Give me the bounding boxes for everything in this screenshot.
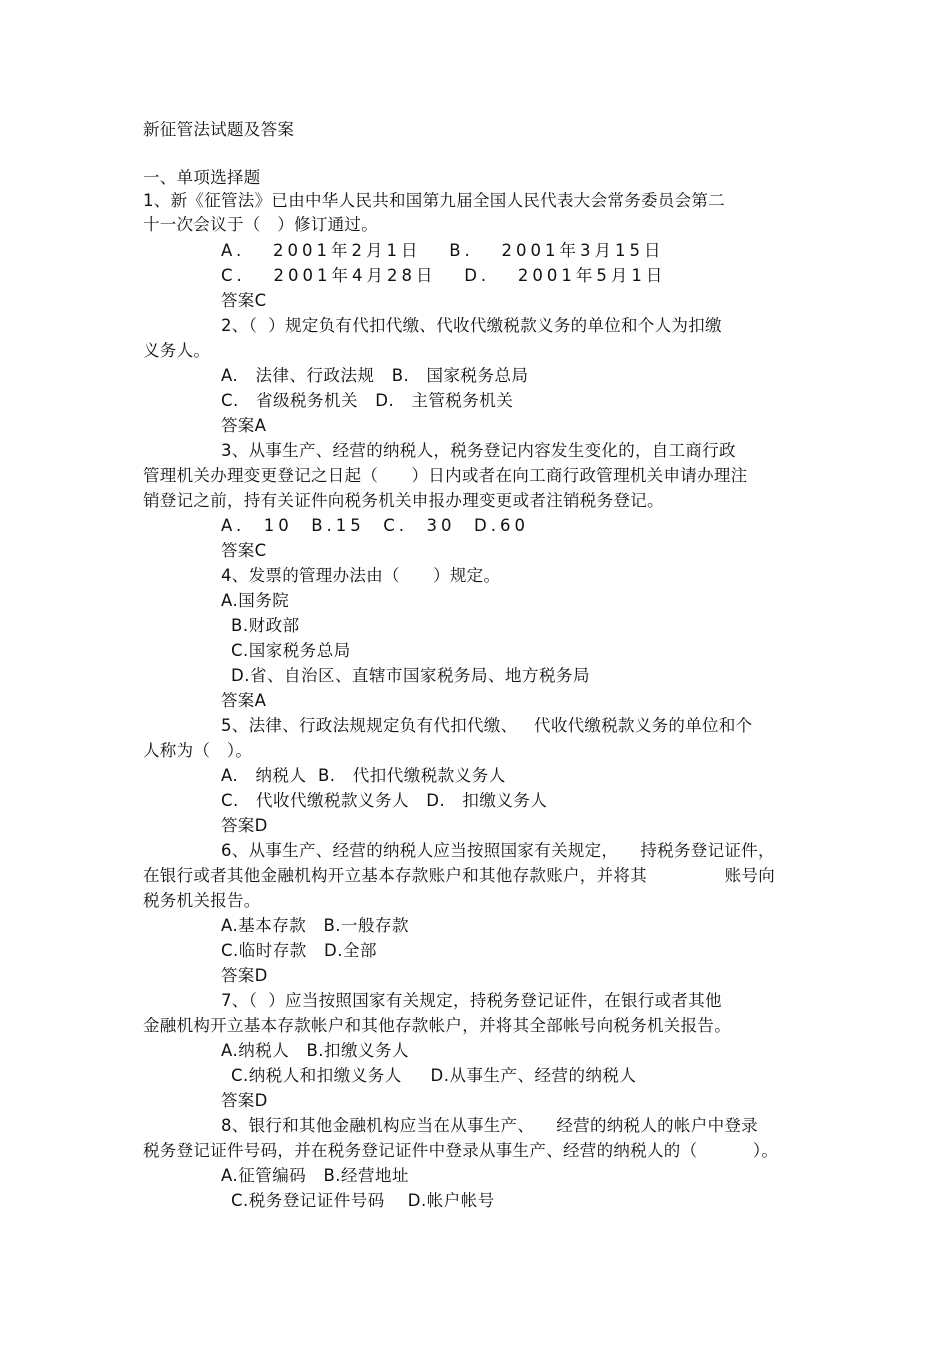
option-a: A.国务院 bbox=[221, 591, 290, 610]
question-text: 8、银行和其他金融机构应当在从事生产、 经营的纳税人的帐户中登录 bbox=[221, 1116, 758, 1135]
answer-label: 答案C bbox=[221, 291, 267, 310]
option-line: C. 代收代缴税款义务人 D. 扣缴义务人 bbox=[221, 791, 548, 810]
answer-label: 答案C bbox=[221, 541, 267, 560]
question-text: 人称为（ ）。 bbox=[143, 741, 253, 760]
option-line: A.基本存款 B.一般存款 bbox=[221, 916, 410, 935]
question-text: 7、（ ）应当按照国家有关规定，持税务登记证件，在银行或者其他 bbox=[221, 991, 722, 1010]
option-line: A. 法律、行政法规 B. 国家税务总局 bbox=[221, 366, 529, 385]
option-line: C. 省级税务机关 D. 主管税务机关 bbox=[221, 391, 514, 410]
question-text: 1、新《征管法》已由中华人民共和国第九届全国人民代表大会常务委员会第二 bbox=[143, 191, 725, 210]
question-text: 2、（ ）规定负有代扣代缴、代收代缴税款义务的单位和个人为扣缴 bbox=[221, 316, 722, 335]
answer-label: 答案D bbox=[221, 816, 268, 835]
option-line: A. 纳税人 B. 代扣代缴税款义务人 bbox=[221, 766, 506, 785]
question-text: 税务机关报告。 bbox=[143, 891, 261, 910]
answer-label: 答案A bbox=[221, 691, 267, 710]
question-text: 4、发票的管理办法由（ ）规定。 bbox=[221, 566, 501, 585]
option-line: A.征管编码 B.经营地址 bbox=[221, 1166, 410, 1185]
option-line: A. 2001年2月1日 B. 2001年3月15日 bbox=[221, 241, 665, 260]
question-text: 管理机关办理变更登记之日起（ ）日内或者在向工商行政管理机关申请办理注 bbox=[143, 466, 748, 485]
section-heading: 一、单项选择题 bbox=[143, 168, 261, 187]
option-line: C.临时存款 D.全部 bbox=[221, 941, 377, 960]
option-c: C.国家税务总局 bbox=[231, 641, 351, 660]
question-text: 义务人。 bbox=[143, 341, 211, 360]
question-text: 3、从事生产、经营的纳税人，税务登记内容发生变化的，自工商行政 bbox=[221, 441, 736, 460]
answer-label: 答案D bbox=[221, 1091, 268, 1110]
option-line: A.纳税人 B.扣缴义务人 bbox=[221, 1041, 410, 1060]
option-d: D.省、自治区、直辖市国家税务局、地方税务局 bbox=[231, 666, 590, 685]
option-line: C.纳税人和扣缴义务人 D.从事生产、经营的纳税人 bbox=[231, 1066, 637, 1085]
question-text: 税务登记证件号码，并在税务登记证件中登录从事生产、经营的纳税人的（ ）。 bbox=[143, 1141, 779, 1160]
question-text: 6、从事生产、经营的纳税人应当按照国家有关规定， 持税务登记证件， bbox=[221, 841, 775, 860]
option-line: C.税务登记证件号码 D.帐户帐号 bbox=[231, 1191, 495, 1210]
question-text: 5、法律、行政法规规定负有代扣代缴、 代收代缴税款义务的单位和个 bbox=[221, 716, 753, 735]
option-line: C. 2001年4月28日 D. 2001年5月1日 bbox=[221, 266, 667, 285]
document-title: 新征管法试题及答案 bbox=[143, 120, 295, 139]
question-text: 金融机构开立基本存款帐户和其他存款帐户，并将其全部帐号向税务机关报告。 bbox=[143, 1016, 731, 1035]
option-b: B.财政部 bbox=[231, 616, 300, 635]
question-text: 在银行或者其他金融机构开立基本存款账户和其他存款账户，并将其 账号向 bbox=[143, 866, 776, 885]
question-text: 销登记之前，持有关证件向税务机关申报办理变更或者注销税务登记。 bbox=[143, 491, 664, 510]
option-line: A. 10 B.15 C. 30 D.60 bbox=[221, 516, 529, 535]
answer-label: 答案A bbox=[221, 416, 267, 435]
question-text: 十一次会议于（ ）修订通过。 bbox=[143, 215, 379, 234]
answer-label: 答案D bbox=[221, 966, 268, 985]
